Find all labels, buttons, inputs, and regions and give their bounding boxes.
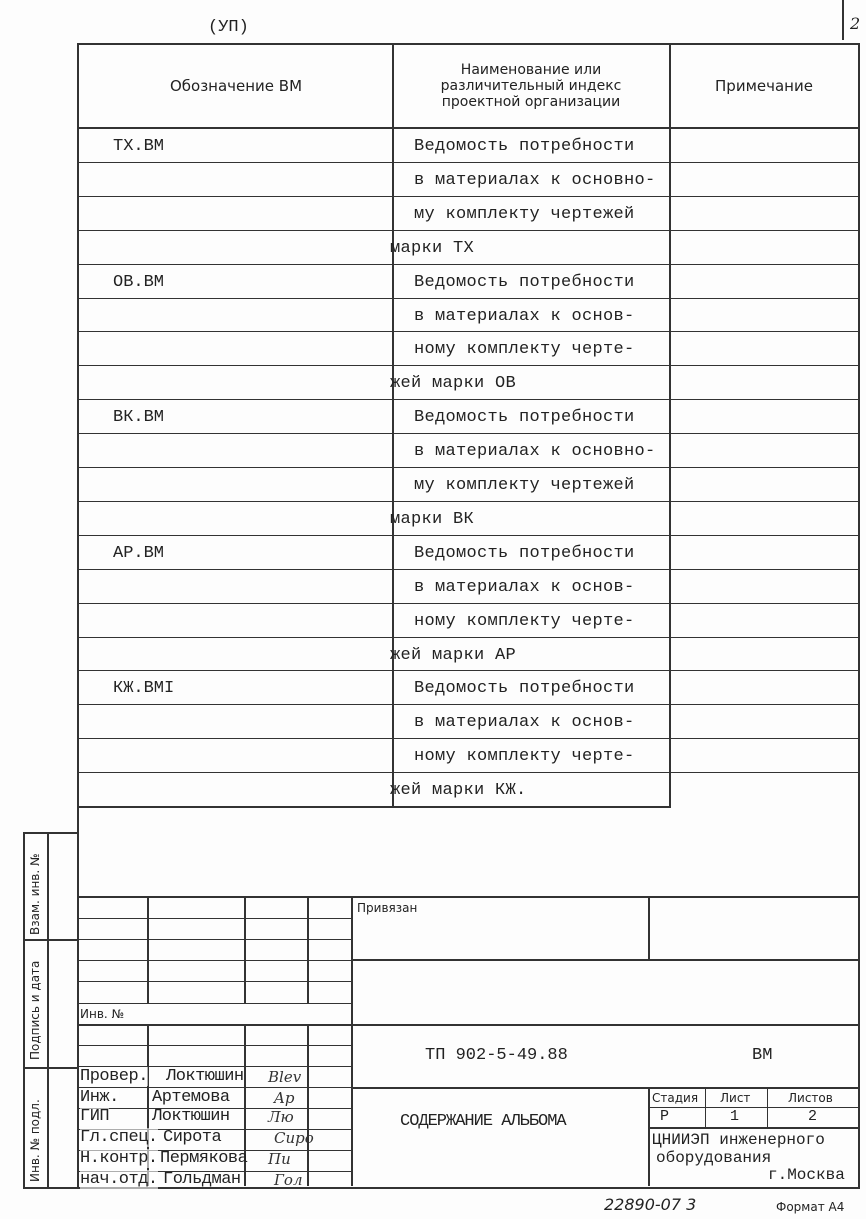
row-name: в материалах к основно- [414, 171, 656, 190]
signer-role: Н.контр. [80, 1149, 158, 1168]
sheet-corner-number: 2 [850, 14, 861, 33]
row-name: ному комплекту черте- [414, 747, 635, 766]
grid-line [77, 918, 353, 919]
sheet-label: Лист [720, 1091, 751, 1105]
bound-to-label: Привязан [357, 901, 418, 915]
signer-name: Сирота [163, 1128, 222, 1147]
row-line [77, 467, 858, 468]
organization-line: ЦНИИЭП инженерного [652, 1131, 825, 1149]
row-name: в материалах к основ- [414, 307, 635, 326]
grid-line [147, 896, 149, 1003]
col-divider-1 [392, 43, 394, 806]
row-line [77, 264, 858, 265]
row-line [77, 670, 858, 671]
row-name: в материалах к основ- [414, 713, 635, 732]
grid-line [77, 939, 353, 940]
signer-name: Локтюшин [166, 1067, 244, 1086]
row-name: жей марки ОВ [390, 374, 517, 393]
row-line [77, 365, 858, 366]
row-name: му комплекту чертежей [414, 205, 635, 224]
row-line [77, 433, 858, 434]
tb-divider [767, 1087, 768, 1128]
title-block-top [77, 896, 858, 898]
row-name: ному комплекту черте- [414, 612, 635, 631]
header-designation: Обозначение ВМ [169, 77, 303, 95]
signer-role: нач.отд. [80, 1170, 158, 1189]
row-designation: АР.ВМ [113, 544, 165, 563]
signature-date-label: Подпись и дата [28, 960, 42, 1060]
tb-divider [351, 1024, 858, 1026]
format-label: Формат А4 [776, 1200, 845, 1214]
tb-divider [351, 959, 858, 961]
signer-name: Пермякова [160, 1149, 248, 1168]
grid-line [77, 1024, 353, 1026]
row-name: Ведомость потребности [414, 679, 635, 698]
inv-orig-label: Инв. № подл. [28, 1099, 42, 1182]
doc-mark: ВМ [752, 1046, 773, 1065]
inv-no-label: Инв. № [80, 1007, 125, 1021]
col-divider-2 [669, 43, 671, 806]
side-strip-line [23, 1067, 78, 1069]
row-line [77, 535, 858, 536]
row-line [77, 399, 858, 400]
row-line [77, 569, 858, 570]
signer-name: Локтюшин [152, 1107, 230, 1126]
signature: Сиро [274, 1129, 314, 1147]
grid-line [77, 1045, 353, 1046]
signature: Пи [268, 1150, 291, 1168]
row-name: му комплекту чертежей [414, 476, 635, 495]
row-line [77, 230, 858, 231]
sheets-label: Листов [788, 1091, 833, 1105]
doc-title: СОДЕРЖАНИЕ АЛЬБОМА [400, 1112, 566, 1131]
row-name: Ведомость потребности [414, 544, 635, 563]
row-designation: ТХ.ВМ [113, 137, 165, 156]
tb-divider [705, 1087, 706, 1128]
table-bottom [77, 806, 671, 808]
stage-label: Стадия [652, 1091, 699, 1105]
tb-divider [648, 896, 650, 960]
row-designation: КЖ.ВМI [113, 679, 175, 698]
side-strip-line [23, 939, 78, 941]
signer-name: Гольдман [163, 1170, 241, 1189]
grid-line [77, 1003, 353, 1004]
row-name: жей марки КЖ. [390, 781, 527, 800]
signature: Лю [268, 1108, 294, 1126]
tb-divider [351, 1087, 858, 1089]
row-name: в материалах к основ- [414, 578, 635, 597]
replace-inv-label: Взам. инв. № [28, 853, 42, 935]
header-note: Примечание [715, 77, 813, 95]
row-line [77, 704, 858, 705]
row-name: Ведомость потребности [414, 408, 635, 427]
signer-role: Инж. [80, 1088, 119, 1107]
signature: Ap [274, 1089, 295, 1107]
corner-rule [842, 0, 844, 40]
row-line [77, 162, 858, 163]
row-line [77, 603, 858, 604]
row-line [77, 501, 858, 502]
row-line [77, 298, 858, 299]
tb-divider [648, 1087, 650, 1186]
row-name: марки ВК [390, 510, 475, 529]
row-line [77, 738, 858, 739]
signer-role: ГИП [80, 1107, 110, 1126]
row-name: Ведомость потребности [414, 137, 635, 156]
row-line [77, 772, 858, 773]
grid-line [307, 1024, 309, 1186]
top-label: (УП) [208, 18, 249, 37]
row-name: ному комплекту черте- [414, 340, 635, 359]
row-designation: ВК.ВМ [113, 408, 165, 427]
row-designation: ОВ.ВМ [113, 273, 165, 292]
signer-role: Гл.спец. [80, 1128, 158, 1147]
row-name: в материалах к основно- [414, 442, 656, 461]
signer-role: Провер. [80, 1067, 148, 1086]
row-name: жей марки АР [390, 646, 517, 665]
row-line [77, 331, 858, 332]
tb-divider [351, 896, 353, 1186]
organization-line: оборудования [656, 1149, 772, 1167]
row-line [77, 196, 858, 197]
row-line [77, 637, 858, 638]
row-name: Ведомость потребности [414, 273, 635, 292]
grid-line [307, 896, 309, 1003]
grid-line [77, 981, 353, 982]
tb-divider [648, 1127, 858, 1129]
sheet-value: 1 [730, 1108, 740, 1125]
sheets-value: 2 [808, 1108, 818, 1125]
side-strip-divider [47, 832, 49, 1187]
header-name: Наименование или различительный индекс проектной организации [440, 62, 622, 110]
organization-line: г.Москва [768, 1166, 845, 1184]
grid-line [77, 960, 353, 961]
tb-divider [648, 1107, 858, 1108]
grid-line [244, 896, 246, 1003]
signature: Гол [274, 1171, 303, 1189]
serial-number: 22890-07 3 [604, 1195, 697, 1214]
header-divider [77, 127, 858, 129]
signer-name: Артемова [152, 1088, 230, 1107]
row-name: марки ТХ [390, 239, 475, 258]
doc-code: ТП 902-5-49.88 [425, 1046, 568, 1065]
stage-value: Р [660, 1108, 670, 1125]
signature: Вlev [268, 1068, 302, 1086]
